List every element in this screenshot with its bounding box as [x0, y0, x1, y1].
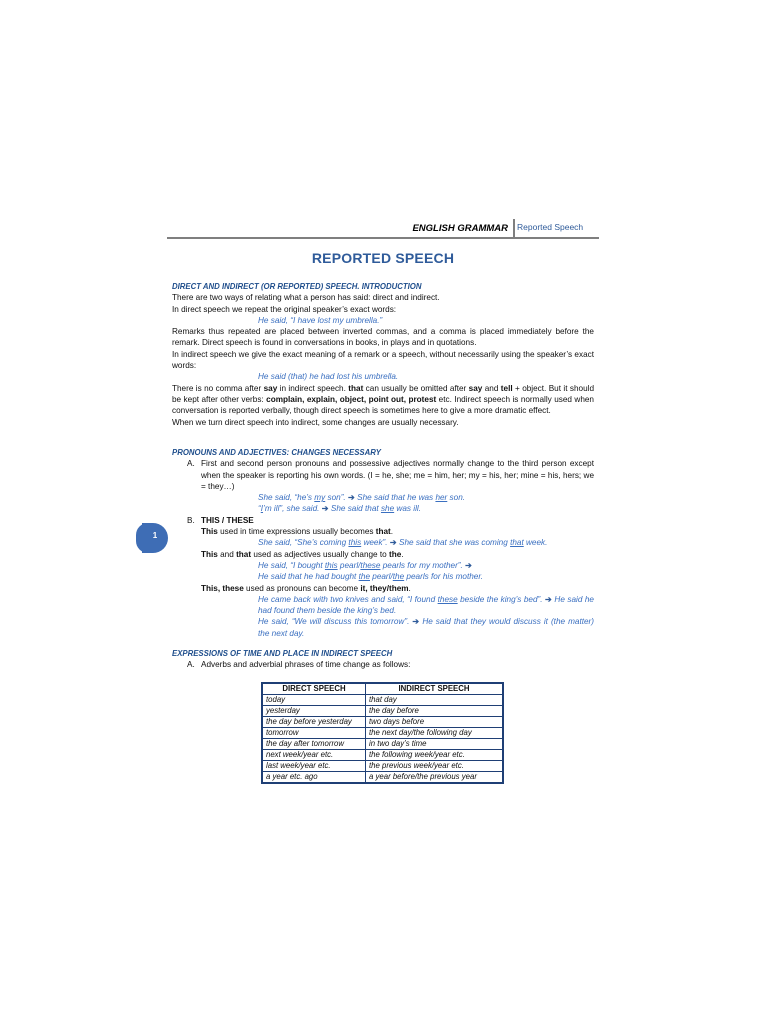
keyword: that — [236, 549, 252, 559]
arrow-icon: ➔ — [389, 538, 397, 548]
text: “ — [258, 504, 261, 514]
text: was ill. — [394, 504, 421, 514]
text: son”. — [325, 493, 348, 503]
underlined-word: the — [358, 572, 370, 582]
header-section: Reported Speech — [517, 222, 584, 232]
list-marker: B. — [187, 515, 195, 525]
table-header-row — [262, 683, 503, 695]
paragraph: There are two ways of relating what a person has said: direct and indirect. — [172, 293, 440, 303]
arrow-icon: ➔ — [545, 594, 552, 604]
list-text: First and second person pronouns and possessive adjectives normally change to the third person except when the speaker is reporting his own words. (I = he, she; me = him, her; my = his, her; mine = his, hers; we = they…) — [201, 459, 594, 491]
table-row — [262, 728, 503, 739]
table-cell: the next day/the following day — [366, 728, 504, 739]
example — [172, 492, 594, 503]
text: She said, “She’s coming — [258, 538, 349, 548]
text: She said that he was — [357, 493, 436, 503]
example: He said, “I have lost my umbrella.” — [258, 315, 383, 325]
table-cell: a year before/the previous year — [366, 772, 504, 784]
underlined-word: these — [360, 560, 381, 570]
paragraph: When we turn direct speech into indirect, some changes are usually necessary. — [172, 417, 459, 427]
text: pearls for his mother. — [404, 572, 484, 582]
list-text: Adverbs and adverbial phrases of time change as follows: — [201, 660, 411, 670]
list-item-b — [172, 515, 594, 526]
table-cell: yesterday — [262, 706, 366, 717]
keyword: that — [348, 383, 364, 393]
underlined-word: this — [324, 560, 338, 570]
text: son. — [447, 493, 466, 503]
list-marker: A. — [187, 459, 195, 469]
text: + object. But it should be kept after other verbs: — [172, 383, 595, 404]
table-row — [262, 717, 503, 728]
arrow-icon: ➔ — [412, 617, 420, 627]
text: She said that she was coming — [399, 538, 511, 548]
table-cell: that day — [366, 695, 504, 706]
table-cell: next week/year etc. — [262, 750, 366, 761]
text: week”. — [361, 538, 390, 548]
underlined-word: this — [348, 538, 362, 548]
column-header: DIRECT SPEECH — [262, 683, 366, 695]
text: He said, “I bought — [258, 560, 325, 570]
paragraph — [172, 549, 594, 560]
text: used in time expressions usually becomes — [217, 527, 376, 537]
example — [172, 537, 594, 548]
table-cell: today — [262, 695, 366, 706]
table-row — [262, 695, 503, 706]
table-cell: the day after tomorrow — [262, 739, 366, 750]
text: . — [390, 527, 394, 537]
arrow-icon: ➔ — [347, 493, 355, 503]
table-cell: the day before — [366, 706, 504, 717]
text: She said, “he’s — [258, 493, 315, 503]
paragraph: In direct speech we repeat the original speaker’s exact words: — [172, 304, 397, 314]
text: beside the king’s bed”. — [457, 594, 546, 604]
column-header: INDIRECT SPEECH — [366, 683, 504, 695]
text: ’m ill”, she said. — [263, 504, 322, 514]
table-row — [262, 739, 503, 750]
underlined-word: that — [510, 538, 524, 548]
header-divider — [513, 219, 515, 237]
section-pronouns — [172, 447, 594, 639]
example — [172, 503, 594, 514]
section-heading: EXPRESSIONS OF TIME AND PLACE IN INDIRECT SPEECH — [172, 649, 393, 658]
underlined-word: she — [380, 504, 395, 514]
list-item-a — [172, 659, 594, 670]
paragraph: Remarks thus repeated are placed between inverted commas, and a comma is placed immediately before the remark. Direct speech is found in conversations in books, in plays and in quotations. — [172, 327, 594, 348]
text: She said that — [330, 504, 381, 514]
arrow-icon: ➔ — [465, 560, 472, 570]
text: and — [482, 383, 501, 393]
example — [172, 594, 594, 617]
text: etc. Indirect speech is normally used when conversation is reported verbally, though direct speech is sometimes here to give a more dramatic effect. — [172, 394, 594, 416]
table-cell: tomorrow — [262, 728, 366, 739]
page-header — [167, 216, 599, 240]
table-cell: in two day’s time — [366, 739, 504, 750]
underlined-word: I — [260, 504, 264, 514]
table-row — [262, 772, 503, 784]
paragraph: In indirect speech we give the exact meaning of a remark or a speech, without necessarily using the speaker’s exact words: — [172, 349, 594, 371]
time-expressions-table — [261, 682, 504, 784]
header-title: ENGLISH GRAMMAR — [412, 223, 508, 234]
example — [172, 616, 594, 639]
table-row — [262, 706, 503, 717]
text: pearls for my mother”. — [380, 560, 466, 570]
keyword: that — [375, 527, 391, 537]
text: He came back with two knives and said, “I found — [258, 594, 438, 604]
list-marker: A. — [187, 660, 195, 670]
keyword: This — [201, 549, 218, 559]
list-item-a — [172, 458, 594, 492]
page-number-badge — [142, 523, 168, 553]
text: and — [217, 549, 237, 559]
text: . — [401, 549, 404, 559]
keyword: complain, explain, object, point out, protest — [266, 394, 437, 404]
section-introduction — [172, 281, 594, 428]
underlined-word: these — [437, 594, 458, 604]
keyword: it, they/them — [360, 583, 409, 593]
table-row — [262, 750, 503, 761]
text: . — [408, 583, 411, 593]
keyword: say — [263, 383, 278, 393]
paragraph — [172, 583, 594, 594]
keyword: the — [389, 549, 402, 559]
text: He said that they would discuss it (the matter) the next day. — [258, 617, 595, 638]
example — [172, 571, 594, 582]
text: week. — [523, 538, 548, 548]
text: can usually be omitted after — [363, 383, 469, 393]
text: He said, “We will discuss this tomorrow”. — [258, 617, 413, 627]
text: used as pronouns can become — [243, 583, 361, 593]
example: He said (that) he had lost his umbrella. — [258, 372, 399, 382]
text: in indirect speech. — [277, 383, 349, 393]
underlined-word: my — [314, 493, 326, 503]
text: He said he had found them beside the king’s bed. — [258, 594, 594, 616]
table-cell: two days before — [366, 717, 504, 728]
page-title: REPORTED SPEECH — [311, 250, 455, 266]
table-cell: the day before yesterday — [262, 717, 366, 728]
text: pearl/ — [370, 572, 393, 582]
arrow-icon: ➔ — [321, 504, 329, 514]
list-heading: THIS / THESE — [201, 515, 254, 525]
example — [172, 560, 594, 571]
text: used as adjectives usually change to — [251, 549, 389, 559]
section-time-place — [172, 648, 594, 671]
underlined-word: the — [392, 572, 405, 582]
underlined-word: her — [435, 493, 448, 503]
text: There is no comma after — [172, 383, 264, 393]
table-cell: the previous week/year etc. — [366, 761, 504, 772]
table-cell: last week/year etc. — [262, 761, 366, 772]
header-rule — [167, 237, 599, 239]
text: He said that he had bought — [258, 572, 359, 582]
table-cell: a year etc. ago — [262, 772, 366, 784]
paragraph — [172, 526, 594, 537]
page-number: 1 — [152, 531, 158, 540]
section-heading: DIRECT AND INDIRECT (OR REPORTED) SPEECH. INTRODUCTION — [172, 282, 422, 291]
section-heading: PRONOUNS AND ADJECTIVES: CHANGES NECESSARY — [172, 448, 381, 457]
table-cell: the following week/year etc. — [366, 750, 504, 761]
table-row — [262, 761, 503, 772]
keyword: This, these — [201, 583, 244, 593]
paragraph — [172, 383, 594, 417]
keyword: tell — [500, 383, 513, 393]
keyword: This — [201, 527, 218, 537]
keyword: say — [468, 383, 483, 393]
text: pearl/ — [337, 560, 361, 570]
